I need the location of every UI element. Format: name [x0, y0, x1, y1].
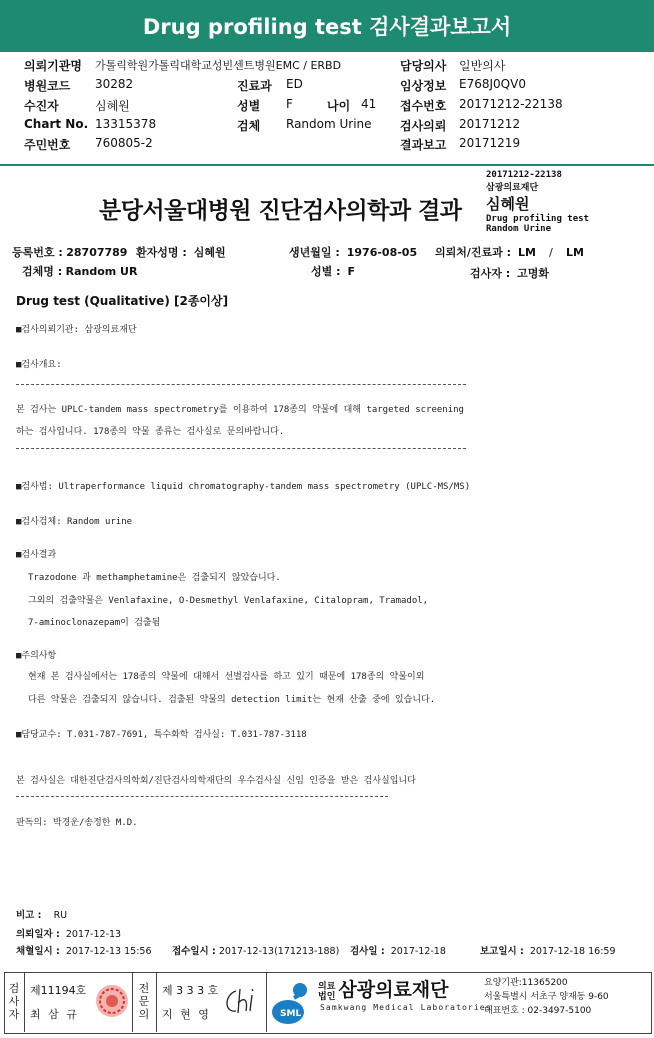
- label-stamp: [486, 170, 589, 234]
- section-title: Drug test (Qualitative) [2종이상]: [16, 294, 229, 308]
- specimen-line: ■검사검체: Random urine: [16, 517, 133, 527]
- org-name-block: [318, 975, 449, 1002]
- doctor-tag-char: 문: [138, 995, 150, 1008]
- meta-label-code: 병원코드: [24, 79, 71, 93]
- result-heading: ■검사결과: [16, 550, 57, 560]
- info-dob-label: 생년월일 :: [289, 246, 340, 259]
- meta-label-clinical: 임상정보: [400, 79, 447, 93]
- org-street: 서울특별시 서초구 양재동 9-60: [484, 992, 609, 1002]
- dashed-rule: [16, 796, 388, 797]
- info-dob-value: 1976-08-05: [346, 246, 418, 259]
- meta-label-doctor: 담당의사: [400, 59, 447, 73]
- caution-line-1: 현재 본 검사실에서는 178종의 약물에 대해서 선별검사를 하고 있기 때문에 178종의 약물이외: [28, 672, 425, 682]
- meta-value-agency: 가톨릭학원가톨릭대학교성빈센트병원EMC / ERBD: [95, 59, 342, 72]
- info-specimen: [22, 263, 137, 279]
- org-name: 삼광의료재단: [338, 979, 449, 1001]
- test-date-label: 검사일 :: [350, 946, 385, 957]
- stamp-org: 삼광의료재단: [486, 183, 539, 193]
- agency-line: ■검사의뢰기관: 삼광의료재단: [16, 325, 137, 335]
- caution-heading: ■주의사항: [16, 651, 57, 661]
- stamp-specimen: Random Urine: [486, 224, 552, 234]
- meta-value-patient: 심혜원: [95, 99, 130, 113]
- meta-value-request: 20171212: [459, 117, 521, 131]
- meta-value-ssn: 760805-2: [95, 136, 153, 150]
- meta-value-doctor: 일반의사: [459, 59, 506, 73]
- stamp-test: Drug profiling test: [486, 214, 589, 224]
- report-date: [480, 943, 615, 957]
- tester-tag-char: 자: [8, 1008, 20, 1021]
- info-sex: [311, 263, 355, 279]
- stamp-receipt-no: 20171212-22138: [486, 170, 562, 180]
- doctor-vertical-label: [137, 982, 151, 1021]
- handwritten-signature-icon: [222, 985, 262, 1019]
- remark: [16, 907, 67, 921]
- meta-label-receipt: 접수번호: [400, 99, 447, 113]
- org-address: [484, 976, 609, 1018]
- info-tester-label: 검사자 :: [470, 267, 511, 280]
- tester-tag-char: 사: [8, 995, 20, 1008]
- test-date-value: 2017-12-18: [390, 946, 446, 957]
- cert-line: 본 검사실은 대한진단검사의학회/진단검사의학재단의 우수검사실 신임 인증을 받은 검사실입니다: [16, 776, 416, 786]
- overview-heading: ■검사개요:: [16, 360, 62, 370]
- org-code: 요양기관:11365200: [484, 978, 568, 988]
- doctor-tag-char: 전: [138, 982, 150, 995]
- meta-label-patient: 수진자: [24, 99, 59, 113]
- tester-tag-char: 검: [8, 982, 20, 995]
- meta-label-report: 결과보고: [400, 138, 447, 152]
- reader-line: 판독의: 박경운/송정한 M.D.: [16, 818, 138, 828]
- info-name-label: 환자성명 :: [136, 246, 187, 259]
- overview-line-2: 하는 검사입니다. 178종의 약물 종류는 검사실로 문의바랍니다.: [16, 427, 285, 437]
- doctor-name: 지 현 영: [162, 1008, 211, 1021]
- meta-label-request: 검사의뢰: [400, 119, 447, 133]
- collect-date-value: 2017-12-13 15:56: [65, 946, 152, 957]
- receive-date: [172, 943, 339, 957]
- report-heading: 분당서울대병원 진단검사의학과 결과: [99, 198, 462, 224]
- org-prefix: [318, 982, 335, 1002]
- meta-label-age: 나이: [327, 99, 351, 113]
- sml-logo-icon: [270, 978, 316, 1026]
- receive-date-value: 2017-12-13(171213-188): [218, 946, 340, 957]
- result-line-3: 7-aminoclonazepam이 검출됨: [28, 618, 161, 628]
- tester-name: 최 삼 규: [30, 1008, 79, 1021]
- meta-value-dept: ED: [286, 77, 303, 91]
- request-date-value: 2017-12-13: [65, 929, 122, 940]
- info-name: [136, 244, 226, 260]
- info-tester-value: 고명화: [517, 267, 549, 280]
- info-dept-value1: LM: [518, 246, 536, 259]
- meta-value-specimen: Random Urine: [286, 117, 372, 131]
- org-prefix-1: 의료: [318, 981, 336, 992]
- contact-line: ■담당교수: T.031-787-7691, 특수화학 검사실: T.031-787-3118: [16, 730, 307, 740]
- request-date: [16, 926, 121, 940]
- info-dob: [289, 244, 417, 260]
- meta-value-receipt: 20171212-22138: [459, 97, 563, 111]
- scanned-report: [6, 168, 648, 968]
- meta-label-dept: 진료과: [237, 79, 272, 93]
- meta-value-sex: F: [286, 97, 293, 111]
- meta-value-report: 20171219: [459, 136, 521, 150]
- org-phone: 대표번호 : 02-3497-5100: [484, 1006, 592, 1016]
- report-title: Drug profiling test 검사결과보고서: [0, 0, 654, 52]
- dashed-rule: [16, 384, 466, 385]
- dashed-rule: [16, 448, 466, 449]
- result-line-1: Trazodone 과 methamphetamine은 검출되지 않았습니다.: [28, 573, 281, 583]
- collect-date-label: 채혈일시 :: [16, 946, 60, 957]
- info-dept-label: 의뢰처/진료과 :: [435, 246, 512, 259]
- overview-line-1: 본 검사는 UPLC-tandem mass spectrometry를 이용하여 178종의 약물에 대해 targeted screening: [16, 405, 464, 415]
- test-date: [350, 943, 446, 957]
- info-tester: [470, 265, 549, 281]
- info-dept-value2: LM: [565, 246, 584, 259]
- info-specimen-value: Random UR: [65, 265, 138, 278]
- info-name-value: 심혜원: [193, 246, 226, 259]
- doctor-license: 제 3 3 3 호: [162, 984, 219, 997]
- info-sex-label: 성별 :: [311, 265, 341, 278]
- collect-date: [16, 943, 151, 957]
- info-sex-value: F: [347, 265, 355, 278]
- sml-logo-text: SML: [280, 1009, 302, 1019]
- doctor-tag-char: 의: [138, 1008, 150, 1021]
- meta-label-agency: 의뢰기관명: [24, 59, 82, 73]
- result-line-2: 그외의 검출약물은 Venlafaxine, O-Desmethyl Venlafaxine, Citalopram, Tramadol,: [28, 596, 429, 606]
- info-reg: [12, 244, 127, 260]
- info-specimen-label: 검체명 :: [22, 265, 63, 278]
- info-dept-sep: /: [549, 246, 553, 259]
- receive-date-label: 접수일시 :: [172, 946, 216, 957]
- info-dept: [435, 244, 584, 260]
- meta-label-chart: Chart No.: [24, 117, 89, 131]
- org-prefix-2: 법인: [318, 991, 336, 1002]
- org-english-name: Samkwang Medical Laboratories: [320, 1003, 492, 1012]
- tester-vertical-label: [7, 982, 21, 1021]
- meta-value-age: 41: [361, 97, 377, 111]
- meta-value-clinical: E768J0QV0: [459, 77, 526, 91]
- remark-label: 비고 :: [16, 910, 42, 921]
- seal-stamp-icon: [93, 982, 131, 1020]
- info-reg-label: 등록번호 :: [12, 246, 63, 259]
- meta-label-ssn: 주민번호: [24, 138, 71, 152]
- stamp-patient: 심혜원: [486, 195, 530, 213]
- meta-value-chart: 13315378: [95, 117, 157, 131]
- request-date-label: 의뢰일자 :: [16, 929, 60, 940]
- divider: [0, 164, 654, 166]
- report-date-label: 보고일시 :: [480, 946, 524, 957]
- meta-label-sex: 성별: [237, 99, 261, 113]
- meta-value-code: 30282: [95, 77, 134, 91]
- remark-value: RU: [53, 910, 68, 921]
- caution-line-2: 다른 약물은 검출되지 않습니다. 검출된 약물의 detection limit는 현재 산출 중에 있습니다.: [28, 695, 436, 705]
- patient-meta: [0, 52, 654, 164]
- info-reg-value: 28707789: [66, 246, 128, 259]
- tester-license: 제11194호: [30, 984, 87, 997]
- method-line: ■검사법: Ultraperformance liquid chromatography-tandem mass spectrometry (UPLC-MS/MS): [16, 482, 471, 492]
- report-date-value: 2017-12-18 16:59: [529, 946, 616, 957]
- meta-label-specimen: 검체: [237, 119, 261, 133]
